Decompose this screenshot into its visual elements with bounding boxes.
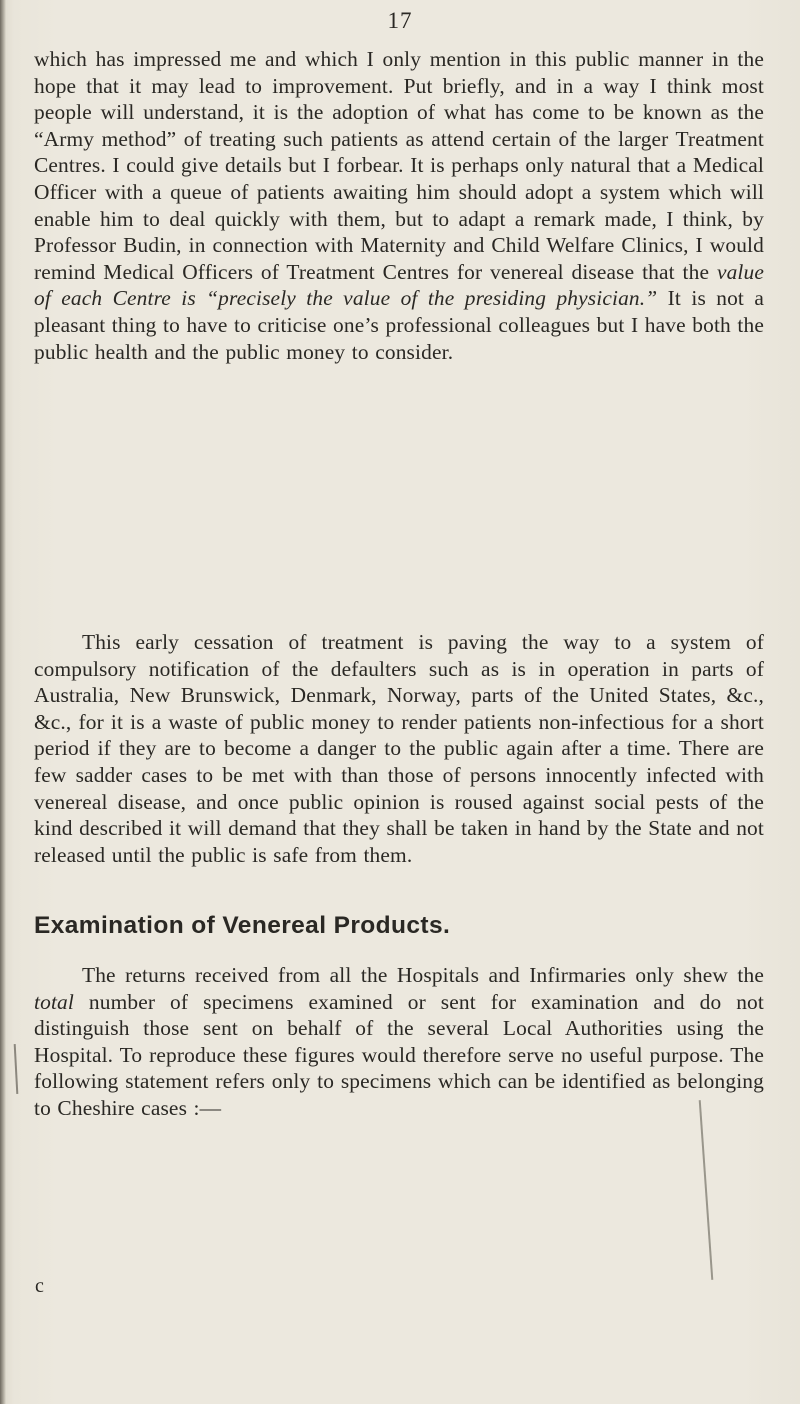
paragraph-text: which has impressed me and which I only mention in this public manner in the hope that it may lead to improvement. Put briefly, and in a way I think most people will understand, it is the adoption of what has come to be known as the “Army method” of treating such patients as attend certain of the larger Treatment Centres. I could give details but I forbear. It is perhaps only natural that a Medical Officer with a queue of patients awaiting him should adopt a system which will enable him to deal quickly with them, but to adapt a remark made, I think, by Professor Budin, in connection with Maternity and Child Welfare Clinics, I would remind Medical Officers of Treatment Centres for venereal disease that the: [34, 47, 764, 284]
paragraph-army-method: [34, 46, 764, 365]
paragraph-text: This early cessation of treatment is paving the way to a system of compulsory notification of the defaulters such as is in operation in parts of Australia, New Brunswick, Denmark, Norway, parts of the United States, &c., &c., for it is a waste of public money to render patients non-infectious for a short period if they are to become a danger to the public again after a time. There are few sadder cases to be met with than those of persons innocently infected with venereal disease, and once public opinion is roused against social pests of the kind described it will demand that they shall be taken in hand by the State and not released until the public is safe from them.: [34, 630, 764, 867]
paragraph-compulsory-notification: [34, 629, 764, 868]
pencil-stroke: [699, 1100, 713, 1280]
paragraph-text-end: number of specimens examined or sent for examination and do not distinguish those sent on behalf of the several Local Authorities using the Hospital. To reproduce these figures would therefore serve no useful purpose. The following statement refers only to specimens which can be identified as belonging to Cheshire cases :—: [34, 989, 764, 1120]
paragraph-text-end: It is not a pleasant thing to have to criticise one’s professional colleagues but I have both the public health and the public money to consider.: [34, 286, 765, 364]
paragraph-returns: [34, 962, 764, 1122]
italic-quote: value of each Centre is “precisely the value of the presiding physician.”: [34, 259, 765, 311]
margin-mark: [14, 1044, 19, 1094]
italic-word: total: [34, 989, 74, 1014]
paragraph-text: The returns received from all the Hospitals and Infirmaries only shew the: [82, 963, 764, 987]
section-heading: Examination of Venereal Products.: [34, 912, 451, 939]
page-number: 17: [387, 8, 413, 33]
page-spine-shadow: [0, 0, 6, 1404]
signature-letter: c: [35, 1275, 44, 1297]
